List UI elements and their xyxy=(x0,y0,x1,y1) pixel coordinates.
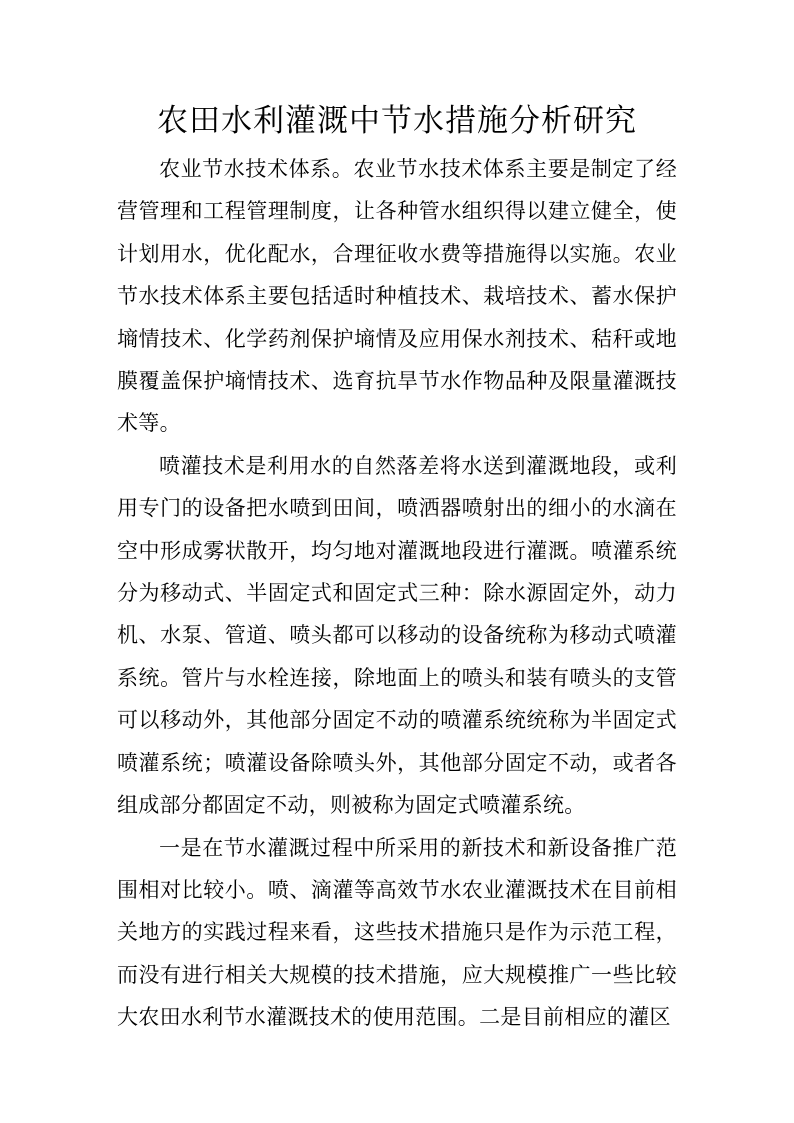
paragraph-problems: 一是在节水灌溉过程中所采用的新技术和新设备推广范围相对比较小。喷、滴灌等高效节水农业灌溉技术在目前相关地方的实践过程来看，这些技术措施只是作为示范工程，而没有进行相关大规模的技术措施，应大规模推广一些比较大农田水利节水灌溉技术的使用范围。二是目前相应的灌区 xyxy=(117,835,677,1030)
page-title: 农田水利灌溉中节水措施分析研究 xyxy=(157,103,637,139)
paragraph-water-saving-system: 农业节水技术体系。农业节水技术体系主要是制定了经营管理和工程管理制度，让各种管水组织得以建立健全，使计划用水，优化配水，合理征收水费等措施得以实施。农业节水技术体系主要包括适时种植技术、栽培技术、蓄水保护墒情技术、化学药剂保护墒情及应用保水剂技术、秸秆或地膜覆盖保护墒情技术、选育抗旱节水作物品种及限量灌溉技术等。 xyxy=(117,157,677,436)
paragraph-sprinkler-irrigation: 喷灌技术是利用水的自然落差将水送到灌溉地段，或利用专门的设备把水喷到田间，喷洒器喷射出的细小的水滴在空中形成雾状散开，均匀地对灌溉地段进行灌溉。喷灌系统分为移动式、半固定式和固定式三种：除水源固定外，动力机、水泵、管道、喷头都可以移动的设备统称为移动式喷灌系统。管片与水栓连接，除地面上的喷头和装有喷头的支管可以移动外，其他部分固定不动的喷灌系统统称为半固定式喷灌系统；喷灌设备除喷头外，其他部分固定不动，或者各组成部分都固定不动，则被称为固定式喷灌系统。 xyxy=(117,453,677,818)
document-body xyxy=(117,148,677,1039)
